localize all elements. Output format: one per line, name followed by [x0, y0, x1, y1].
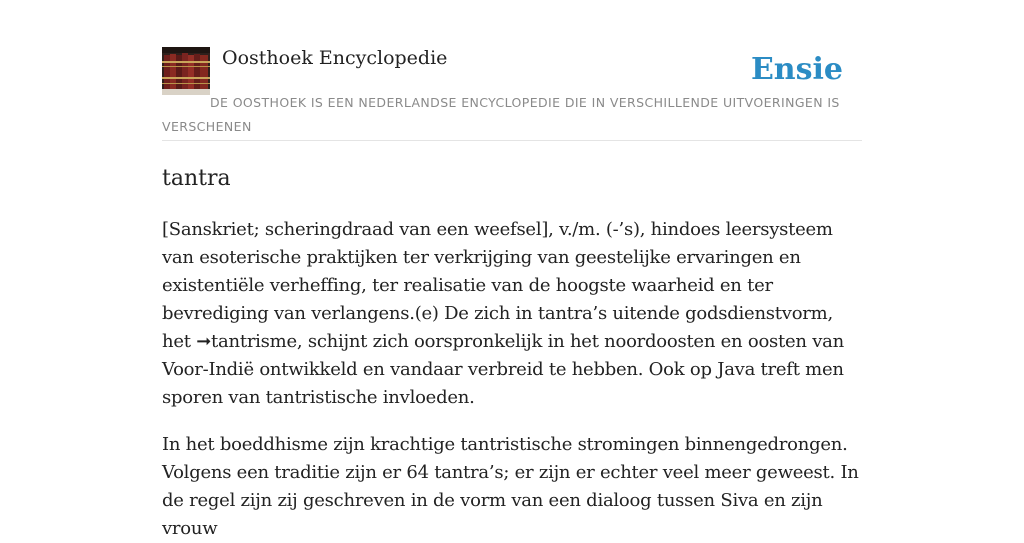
article: [162, 160, 862, 543]
article-paragraph-2: In het boeddhisme zijn krachtige tantristische stromingen binnengedrongen. Volgens een traditie zijn er 64 tantra’s; er zijn er echter veel meer geweest. In de regel zijn zij geschreven in de vorm van een dialoog tussen Siva en zijn vrouw: [162, 434, 859, 539]
article-paragraph-1: [Sanskriet; scheringdraad van een weefsel], v./m. (-’s), hindoes leersysteem van esoterische praktijken ter verkrijging van geestelijke ervaringen en existentiële verheffing, ter realisatie van de hoogste waarheid en ter bevrediging van verlangens.(e) De zich in tantra’s uitende godsdienstvorm, het ➞tantrisme, schijnt zich oorspronkelijk in het noordoosten en oosten van Voor-Indië ontwikkeld en vandaar verbreid te hebben. Ook op Java treft men sporen van tantristische invloeden.: [162, 219, 844, 408]
brand-logo[interactable]: Ensie: [750, 52, 843, 87]
site-header: [162, 46, 862, 141]
page-title: tantra: [162, 166, 231, 191]
site-name[interactable]: Oosthoek Encyclopedie: [222, 47, 448, 69]
site-tagline: DE OOSTHOEK IS EEN NEDERLANDSE ENCYCLOPEDIE DIE IN VERSCHILLENDE UITVOERINGEN IS VERSCHENEN: [162, 95, 840, 134]
encyclopedia-books-icon: [162, 47, 210, 95]
site-avatar[interactable]: [162, 47, 210, 95]
